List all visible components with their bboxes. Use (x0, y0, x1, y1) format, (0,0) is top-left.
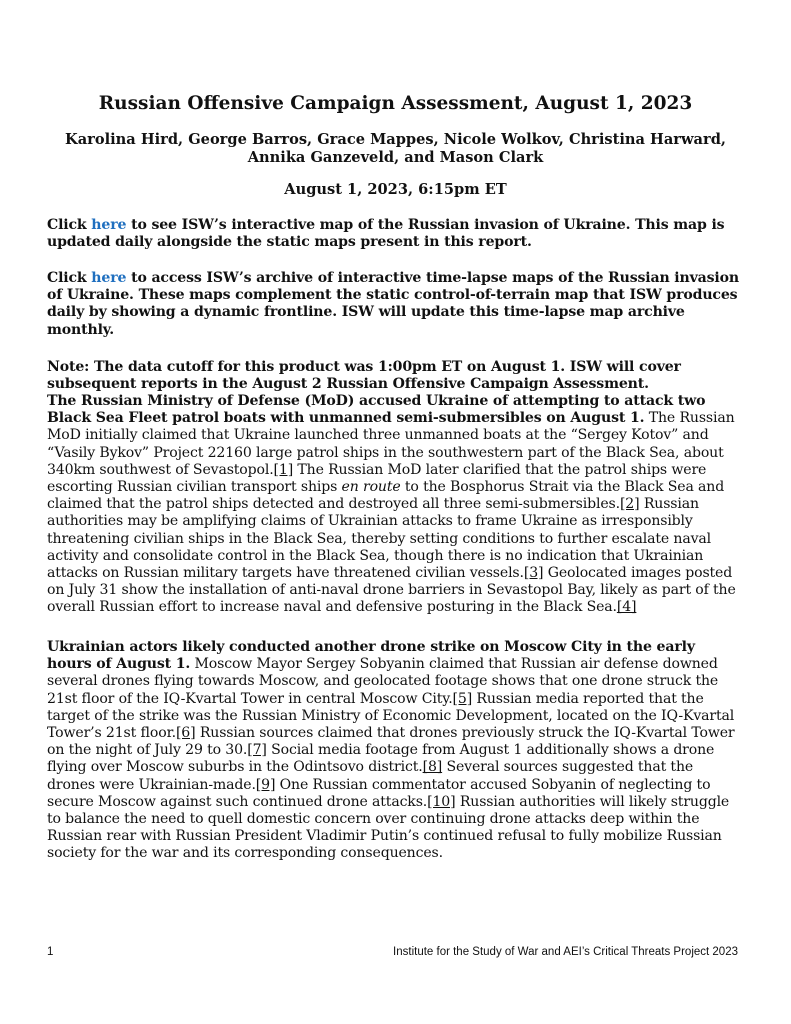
footnote-7[interactable]: [7] (247, 742, 267, 759)
footnote-6[interactable]: [6] (175, 725, 196, 742)
author-list: Karolina Hird, George Barros, Grace Mappes, Nicole Wolkov, Christina Harward, Annika Ganzeveld, and Mason Clark (65, 131, 726, 166)
map-notice (47, 217, 744, 251)
black-sea-text: Russian authorities may be amplifying claims of Ukrainian attacks to frame Ukraine as irresponsibly threatening civilian ships in the Black Sea, thereby setting conditions to further escalate naval activity and consolidate control in the Black Sea, though there is no indication that Ukrainian attacks on Russian military targets have threatened civilian vessels. (47, 496, 712, 582)
interactive-map-link[interactable]: here (91, 217, 127, 233)
footer-organization: Institute for the Study of War and AEI’s Critical Threats Project 2023 (393, 946, 738, 958)
footnote-5[interactable]: [5] (452, 690, 473, 707)
black-sea-paragraph (47, 393, 744, 617)
moscow-text: Several sources suggested that the drones were Ukrainian-made. (47, 759, 694, 793)
time-lapse-archive-link[interactable]: here (91, 270, 127, 286)
dateline: August 1, 2023, 6:15pm ET (284, 181, 507, 198)
archive-notice (47, 270, 744, 339)
black-sea-text: to the Bosphorus Strait via the Black Sea and claimed that the patrol ships detected and destroyed all three semi-submersibles. (47, 479, 725, 513)
data-cutoff-note: Note: The data cutoff for this product was 1:00pm ET on August 1. ISW will cover subsequent reports in the August 2 Russian Offensive Campaign Assessment. (47, 359, 681, 393)
map-notice-text: to see ISW’s interactive map of the Russian invasion of Ukraine. This map is updated daily alongside the static maps present in this report. (47, 217, 725, 251)
footnote-8[interactable]: [8] (422, 759, 443, 776)
moscow-text: Moscow Mayor Sergey Sobyanin claimed that Russian air defense downed several drones flying towards Moscow, and geolocated footage shows that one drone struck the 21st floor of the IQ-Kvartal Tower in central Moscow City. (47, 656, 719, 707)
footnote-2[interactable]: [2] (619, 496, 640, 513)
footnote-1[interactable]: [1] (273, 461, 294, 478)
map-notice-click: Click (47, 217, 87, 233)
black-sea-text: The Russian MoD initially claimed that Ukraine launched three unmanned boats at the “Sergey Kotov” and “Vasily Bykov” Project 22160 large patrol ships in the southwestern part of the Black Sea, about 340km southwest of Sevastopol. (47, 410, 735, 478)
black-sea-lead: The Russian Ministry of Defense (MoD) accused Ukraine of attempting to attack two Black Sea Fleet patrol boats with unmanned semi-submersibles on August 1. (47, 393, 706, 427)
footnote-3[interactable]: [3] (523, 565, 544, 582)
black-sea-text: The Russian MoD later clarified that the patrol ships were escorting Russian civilian transport ships (47, 461, 707, 496)
footnote-10[interactable]: [10] (427, 793, 456, 810)
moscow-paragraph (47, 639, 744, 863)
black-sea-italic: en route (341, 479, 401, 496)
footnote-4[interactable]: [4] (616, 599, 637, 616)
page-title: Russian Offensive Campaign Assessment, August 1, 2023 (98, 93, 693, 114)
moscow-lead: Ukrainian actors likely conducted another drone strike on Moscow City in the early hours of August 1. (47, 639, 695, 673)
archive-notice-click: Click (47, 270, 87, 286)
page-footer (47, 944, 738, 960)
archive-notice-text: to access ISW’s archive of interactive time-lapse maps of the Russian invasion of Ukraine. These maps complement the static control-of-terrain map that ISW produces daily by showing a dynamic frontline. ISW will update this time-lapse map archive monthly. (47, 270, 739, 338)
moscow-text: Russian media reported that the target of the strike was the Russian Ministry of Economic Development, located on the IQ-Kvartal Tower’s 21st floor. (47, 690, 735, 742)
moscow-text: Social media footage from August 1 additionally shows a drone flying over Moscow suburbs in the Odintsovo district. (47, 742, 715, 776)
footnote-9[interactable]: [9] (255, 776, 276, 793)
moscow-text: Russian sources claimed that drones previously struck the IQ-Kvartal Tower on the night of July 29 to 30. (47, 725, 735, 759)
moscow-text: Russian authorities will likely struggle to balance the need to quell domestic concern over continuing drone attacks deep within the Russian rear with Russian President Vladimir Putin’s continued refusal to fully mobilize Russian society for the war and its corresponding consequences. (47, 793, 730, 862)
black-sea-text: Geolocated images posted on July 31 show the installation of anti-naval drone barriers in Sevastopol Bay, likely as part of the overall Russian effort to increase naval and defensive posturing in the Black Sea. (47, 565, 736, 616)
moscow-text: One Russian commentator accused Sobyanin of neglecting to secure Moscow against such continued drone attacks. (47, 776, 711, 810)
page-number: 1 (47, 946, 54, 958)
